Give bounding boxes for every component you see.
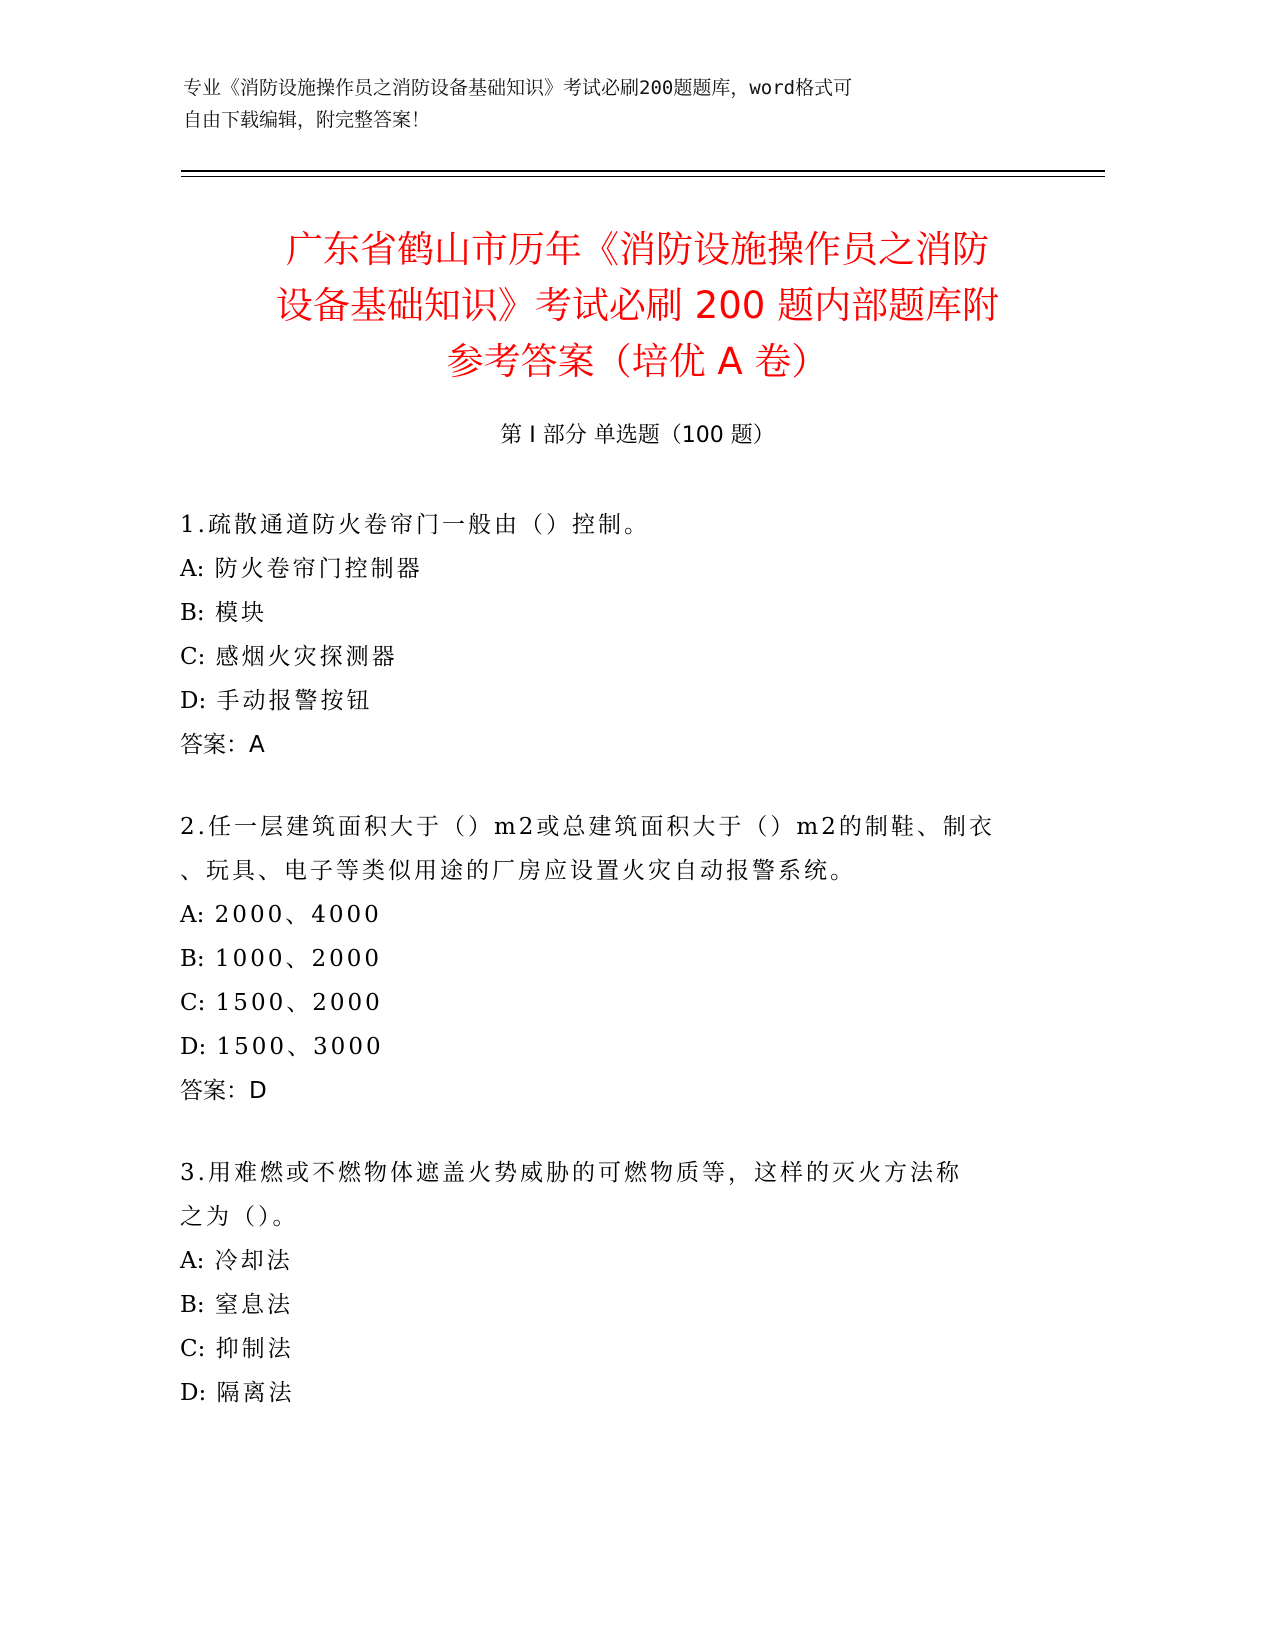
question-stem: 、玩具、电子等类似用途的厂房应设置火灾自动报警系统。 [180,858,856,884]
option-text: 隔离法 [216,1380,295,1406]
option-text: 1500、3000 [216,1034,384,1060]
document-title [160,222,1115,390]
option-key: D: [180,1380,207,1406]
option-text: 1500、2000 [215,990,383,1016]
option-key: C: [180,1336,206,1362]
option-key: C: [180,644,206,670]
option-text: 窒息法 [214,1292,293,1318]
option-a [180,547,1060,591]
option-key: A: [180,1248,205,1274]
option-key: B: [180,600,205,626]
header-note [183,72,1063,136]
option-c [180,635,1060,679]
option-c [180,981,1060,1025]
option-key: D: [180,688,207,714]
header-divider-thick [181,170,1105,172]
answer-line: 答案：A [180,732,265,758]
option-key: D: [180,1034,207,1060]
option-key: A: [180,902,205,928]
option-text: 感烟火灾探测器 [215,644,398,670]
header-note-line: 自由下载编辑，附完整答案！ [183,109,431,131]
question-stem: 3.用难燃或不燃物体遮盖火势威胁的可燃物质等，这样的灭火方法称 [180,1160,962,1186]
option-text: 抑制法 [215,1336,294,1362]
option-b [180,591,1060,635]
question-stem: 2.任一层建筑面积大于（）m2或总建筑面积大于（）m2的制鞋、制衣 [180,814,995,840]
option-c [180,1327,1060,1371]
option-text: 冷却法 [214,1248,293,1274]
title-line: 参考答案（培优 A 卷） [446,340,829,383]
option-text: 1000、2000 [214,946,383,972]
option-text: 防火卷帘门控制器 [214,556,423,582]
question-stem: 之为（）。 [180,1204,299,1230]
option-key: B: [180,946,205,972]
option-key: B: [180,1292,205,1318]
title-line: 广东省鹤山市历年《消防设施操作员之消防 [286,228,989,271]
option-text: 2000、4000 [214,902,382,928]
question-stem: 1.疏散通道防火卷帘门一般由（）控制。 [180,512,650,538]
answer-line: 答案：D [180,1078,267,1104]
question-list [180,503,1060,1453]
option-text: 模块 [214,600,267,626]
option-b [180,1283,1060,1327]
header-divider-thin [181,176,1105,177]
option-text: 手动报警按钮 [216,688,373,714]
question-item [180,1151,1060,1415]
option-d [180,1371,1060,1415]
header-note-line: 专业《消防设施操作员之消防设备基础知识》考试必刷200题题库，word格式可 [183,77,853,99]
option-key: A: [180,556,205,582]
option-key: C: [180,990,206,1016]
question-item [180,805,1060,1113]
option-a [180,1239,1060,1283]
option-d [180,1025,1060,1069]
option-b [180,937,1060,981]
section-heading: 第 I 部分 单选题（100 题） [500,423,775,448]
title-line: 设备基础知识》考试必刷 200 题内部题库附 [275,284,1000,327]
option-a [180,893,1060,937]
question-item [180,503,1060,767]
option-d [180,679,1060,723]
